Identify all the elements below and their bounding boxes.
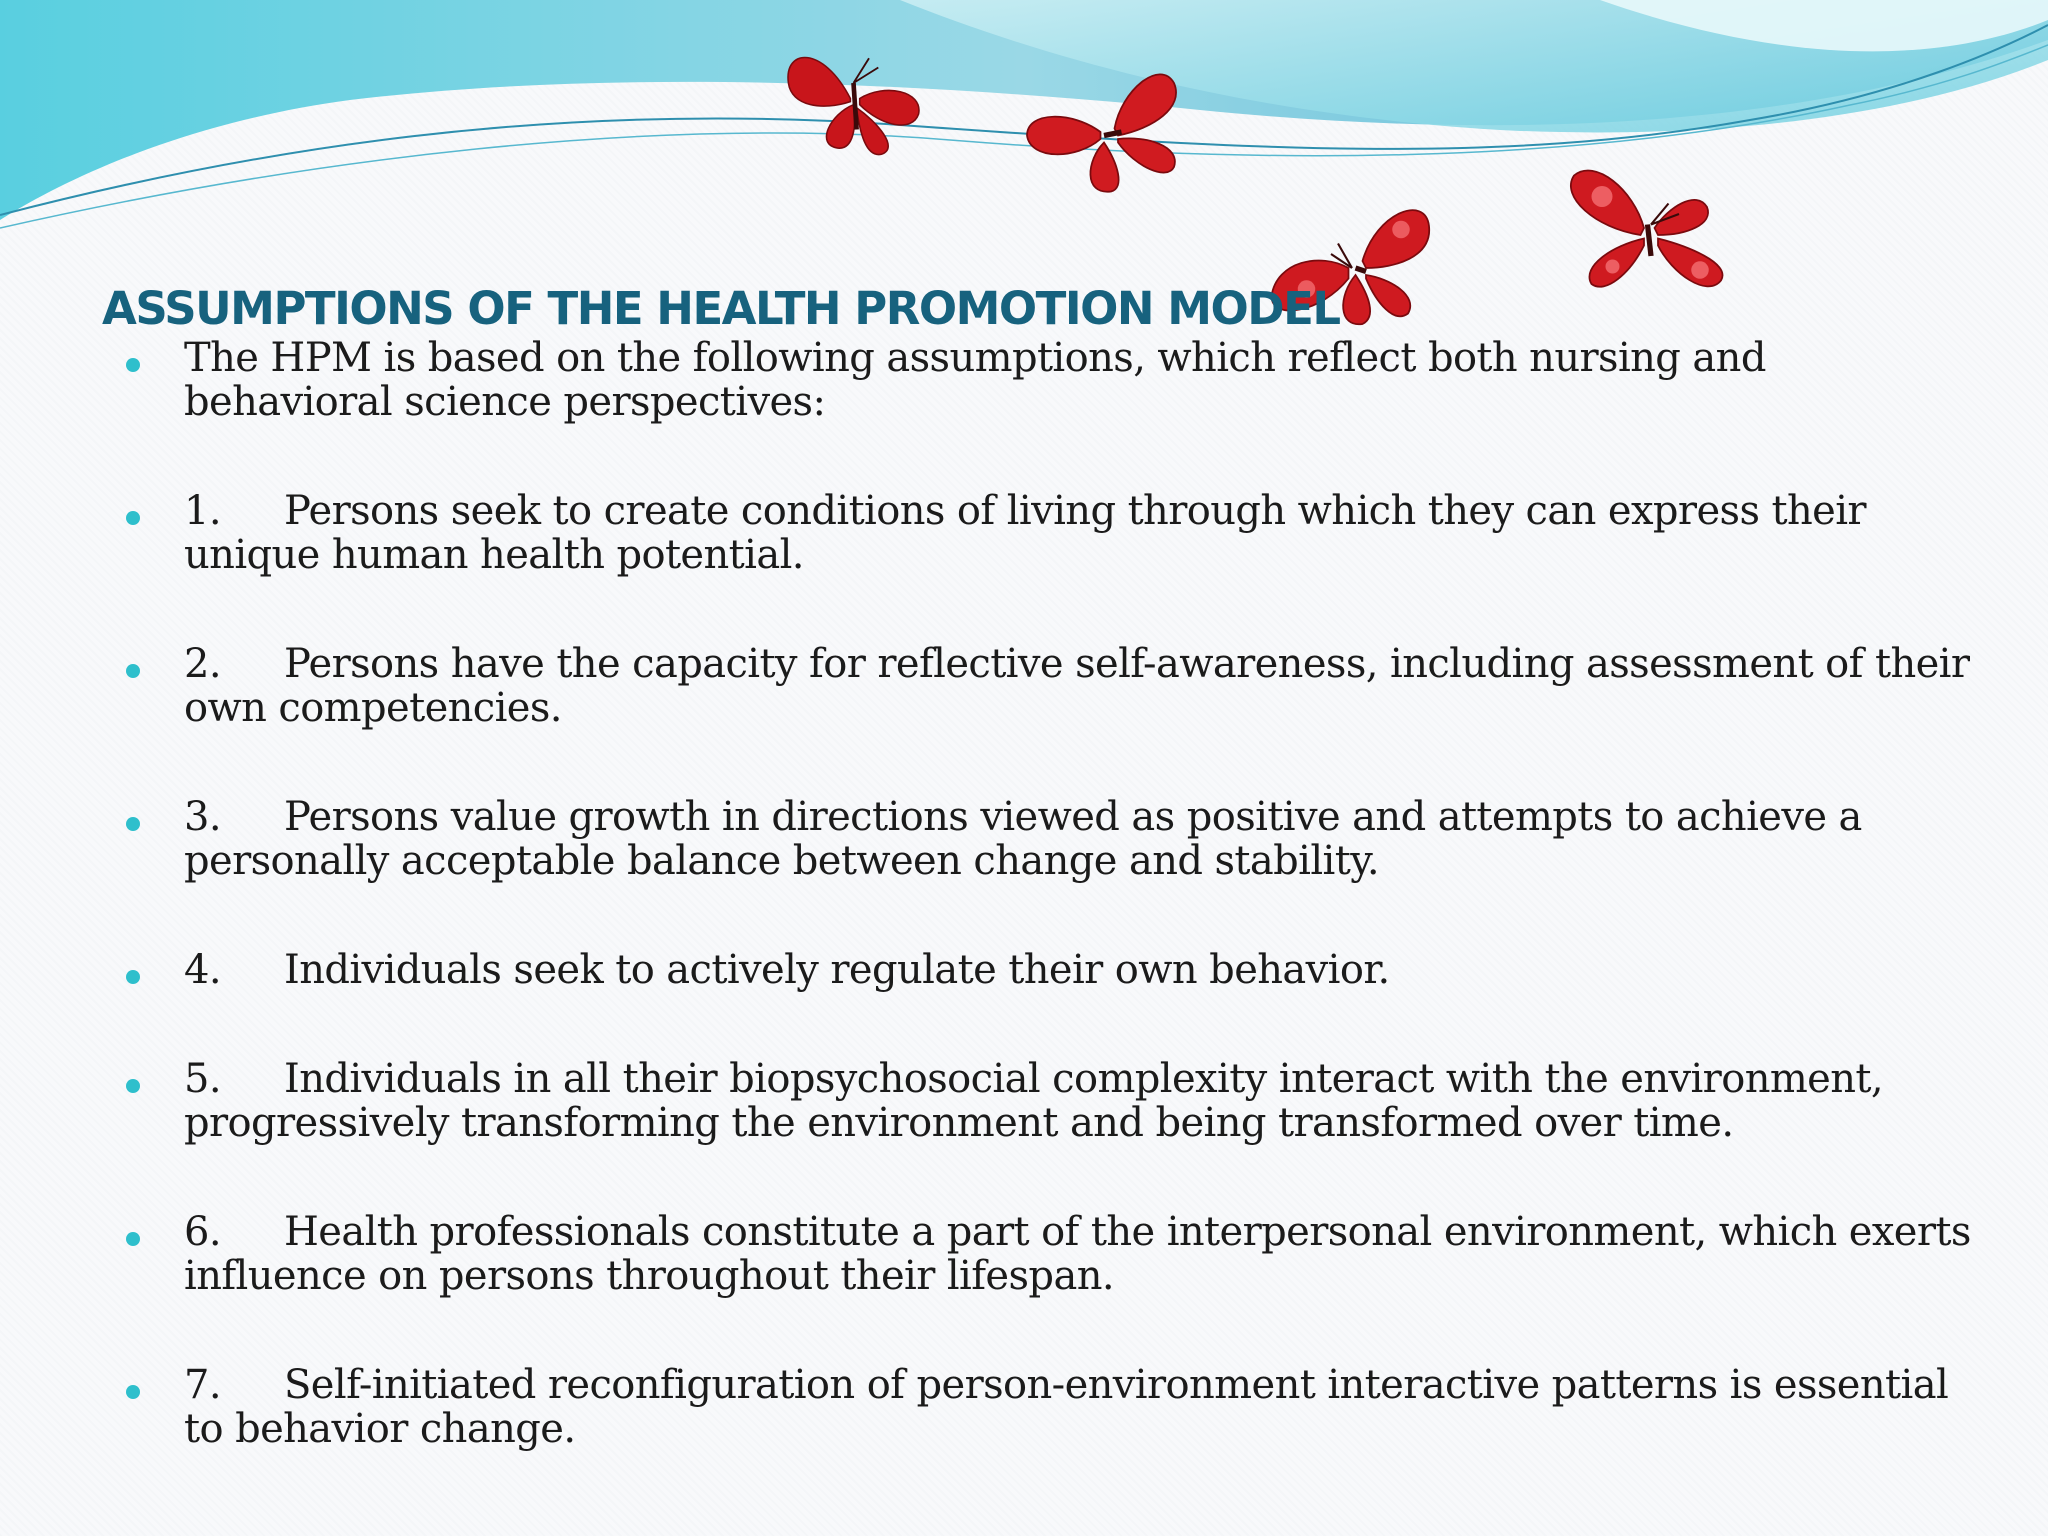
assumption-number: 2. — [184, 641, 221, 687]
assumption-body: Persons have the capacity for reflective self-awareness, including assessment of their own competencies. — [184, 641, 1970, 731]
assumption-text — [184, 642, 1974, 730]
assumption-text — [184, 1363, 1974, 1451]
assumption-body: Individuals seek to actively regulate their own behavior. — [284, 947, 1390, 993]
slide-title: ASSUMPTIONS OF THE HEALTH PROMOTION MODEL — [102, 282, 1340, 335]
assumption-text — [184, 1210, 1974, 1298]
assumption-body: Persons value growth in directions viewed as positive and attempts to achieve a personally acceptable balance between change and stability. — [184, 794, 1862, 884]
bullet-icon — [126, 358, 140, 372]
assumption-text — [184, 948, 1974, 992]
assumption-number: 3. — [184, 794, 221, 840]
bullet-icon — [126, 664, 140, 678]
assumption-number: 4. — [184, 947, 221, 993]
assumption-number: 5. — [184, 1056, 221, 1102]
assumption-body: Persons seek to create conditions of living through which they can express their unique human health potential. — [184, 488, 1866, 578]
assumption-text — [184, 795, 1974, 883]
assumption-text — [184, 1057, 1974, 1145]
bullet-icon — [126, 511, 140, 525]
bullet-icon — [126, 1079, 140, 1093]
assumption-text — [184, 489, 1974, 577]
intro-text: The HPM is based on the following assumptions, which reflect both nursing and behavioral science perspectives: — [184, 335, 1766, 425]
bullet-icon — [126, 1232, 140, 1246]
assumption-number: 6. — [184, 1209, 221, 1255]
assumption-number: 1. — [184, 488, 221, 534]
bullet-icon — [126, 1385, 140, 1399]
assumption-number: 7. — [184, 1362, 221, 1408]
assumption-body: Self-initiated reconfiguration of person-environment interactive patterns is essential to behavior change. — [184, 1362, 1949, 1452]
assumption-body: Health professionals constitute a part of the interpersonal environment, which exerts influence on persons throughout their lifespan. — [184, 1209, 1971, 1299]
assumption-body: Individuals in all their biopsychosocial complexity interact with the environment, progressively transforming the environment and being transformed over time. — [184, 1056, 1884, 1146]
bullet-icon — [126, 817, 140, 831]
bullet-icon — [126, 970, 140, 984]
